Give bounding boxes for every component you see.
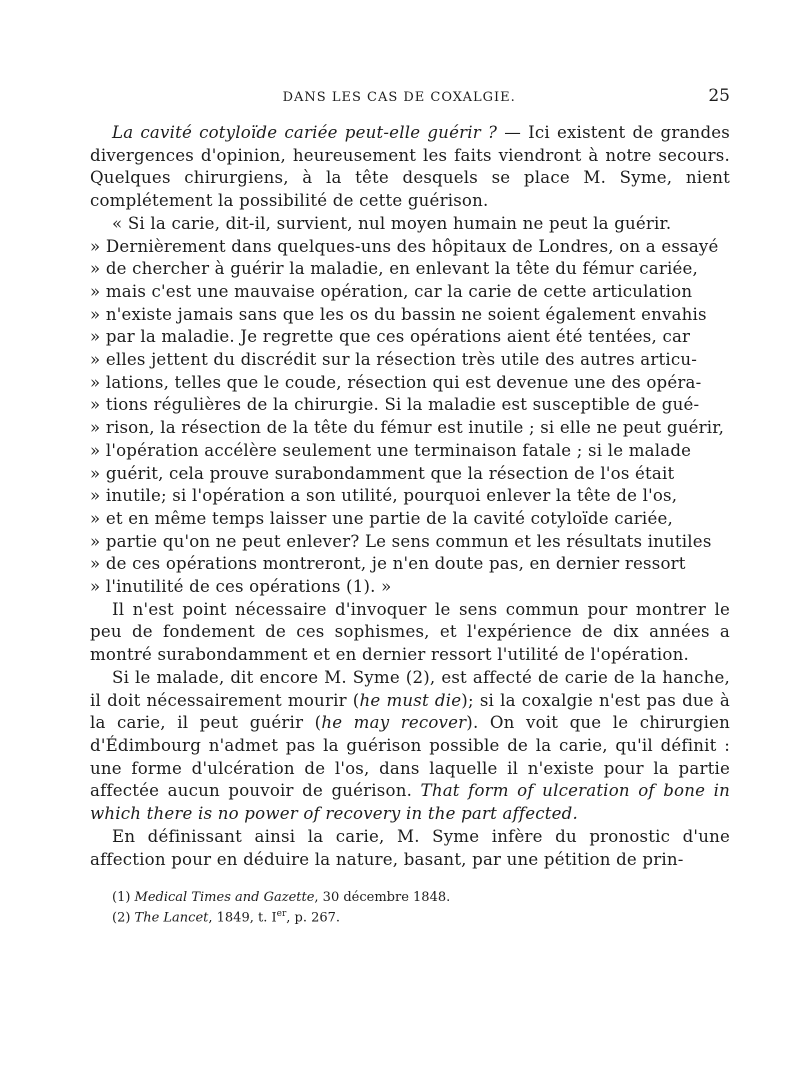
quote-line: « Si la carie, dit-il, survient, nul moyen humain ne peut la guérir. [112,213,672,233]
quote-line: » l'inutilité de ces opérations (1). » [90,577,392,597]
paragraph-3-italic-c: That form of ulceration of bone in which there is no power of recovery in the part affected. [90,781,730,824]
paragraph-3-text-b: ); si la coxalgie n'est pas due à la carie, il peut guérir ( [90,690,730,733]
quote-line: » partie qu'on ne peut enlever? Le sens commun et les résultats inutiles [90,531,712,551]
quote-line: » elles jettent du discrédit sur la résection très utile des autres articu- [90,350,698,370]
footnote-2 [90,906,730,926]
paragraph-1-italic-lead: La cavité cotyloïde cariée peut-elle guérir ? [112,123,498,142]
footnote-1-rest: , 30 décembre 1848. [314,890,451,906]
quote-line: » tions régulières de la chirurgie. Si la maladie est susceptible de gué- [90,395,700,415]
paragraph-3-text-a: Si le malade, dit encore M. Syme (2), est affecté de carie de la hanche, il doit nécessairement mourir ( [90,667,730,710]
paragraph-3 [90,667,730,826]
paragraph-2: Il n'est point nécessaire d'invoquer le sens commun pour montrer le peu de fondement de ces sophismes, et l'expérience de dix années a montré surabondamment et en dernier ressort l'utilité de l'opération. [90,599,730,665]
page [90,86,730,927]
footnote-2-superscript: er [276,909,287,920]
quote-line: » par la maladie. Je regrette que ces opérations aient été tentées, car [90,327,691,347]
running-head: DANS LES CAS DE COXALGIE. [282,90,516,105]
footnote-2-rest: , 1849, t. I [208,910,277,926]
footnote-1-title: Medical Times and Gazette [134,890,315,906]
paragraph-4: En définissant ainsi la carie, M. Syme infère du pronostic d'une affection pour en déduire la nature, basant, par une pétition de prin- [90,826,730,869]
footnote-1-number: (1) [112,890,135,906]
quote-line: » et en même temps laisser une partie de la cavité cotyloïde cariée, [90,508,673,528]
quote-line: » Dernièrement dans quelques-uns des hôpitaux de Londres, on a essayé [90,236,719,256]
quote-line: » l'opération accélère seulement une terminaison fatale ; si le malade [90,440,692,460]
quote-line: » n'existe jamais sans que les os du bassin ne soient également envahis [90,304,707,324]
quote-line: » mais c'est une mauvaise opération, car la carie de cette articulation [90,281,693,301]
quote-line: » de ces opérations montreront, je n'en doute pas, en dernier ressort [90,554,686,574]
page-number: 25 [708,86,730,106]
syme-quote [90,213,730,599]
paragraph-3-text-c: ). On voit que le chirurgien d'Édimbourg n'admet pas la guérison possible de la carie, qu'il définit : une forme d'ulcération de l'os, dans laquelle il n'existe pour la partie affectée aucun pouvoir de guérison. [90,713,730,801]
paragraph-1 [90,122,730,213]
paragraph-3-italic-a: he must die [359,690,462,710]
body-text [90,122,730,871]
footnote-2-title: The Lancet [134,910,209,926]
quote-line: » de chercher à guérir la maladie, en enlevant la tête du fémur cariée, [90,259,698,279]
footnote-2-number: (2) [112,910,135,926]
footnotes [90,889,730,926]
quote-line: » lations, telles que le coude, résection qui est devenue une des opéra- [90,372,702,392]
quote-line: » rison, la résection de la tête du fémur est inutile ; si elle ne peut guérir, [90,418,725,438]
page-header [90,86,730,116]
footnote-1 [90,889,730,906]
quote-line: » guérit, cela prouve surabondamment que la résection de l'os était [90,463,675,483]
paragraph-1-text: — Ici existent de grandes divergences d'opinion, heureusement les faits viendront à notre secours. Quelques chirurgiens, à la tête desquels se place M. Syme, nient complétement la possibilité de cette guérison. [90,123,730,211]
quote-line: » inutile; si l'opération a son utilité, pourquoi enlever la tête de l'os, [90,486,678,506]
paragraph-3-italic-b: he may recover [321,713,467,733]
footnote-2-end: , p. 267. [286,910,341,926]
